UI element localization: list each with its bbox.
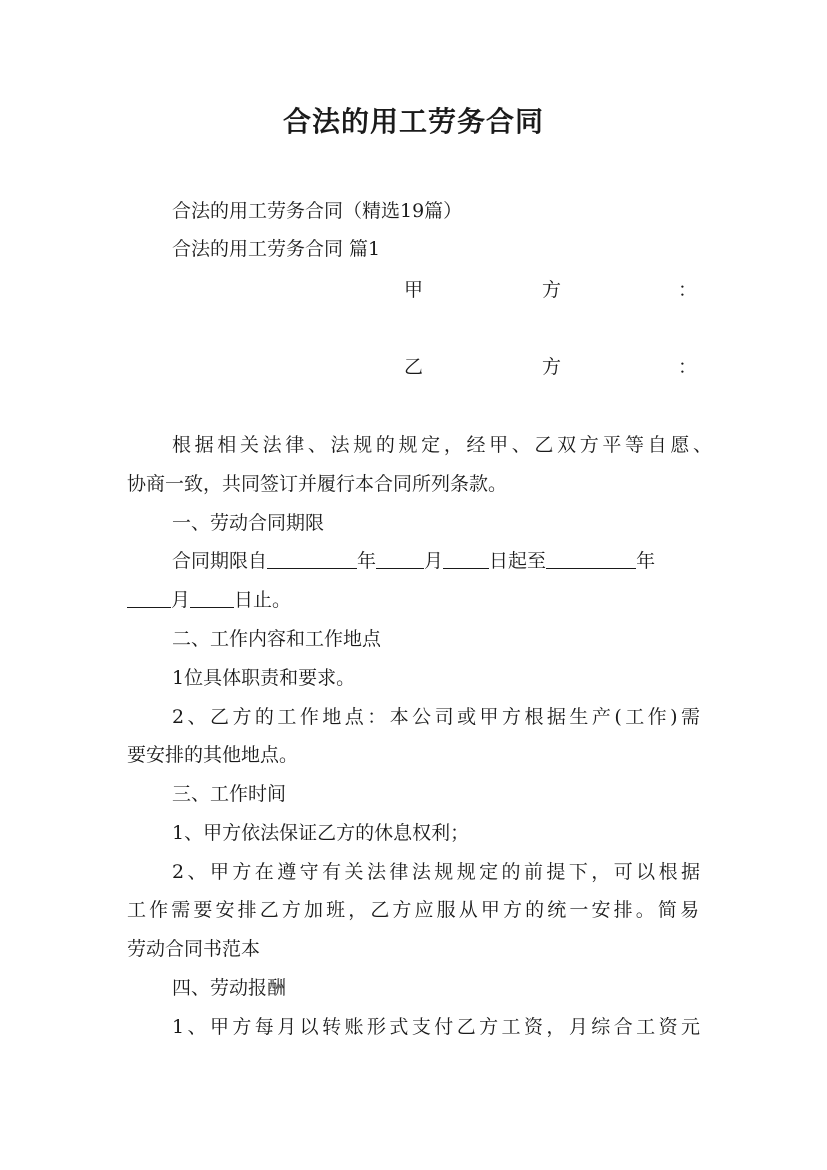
term-line1 (172, 548, 655, 574)
section1-heading: 一、劳动合同期限 (172, 512, 325, 534)
term-year: 年 (357, 550, 377, 572)
section-heading: 合法的用工劳务合同 篇1 (172, 238, 381, 260)
term-line2 (127, 587, 291, 613)
section2-item2-line2: 要安排的其他地点。 (127, 744, 299, 766)
term-blank-year[interactable] (267, 550, 357, 569)
term-month: 月 (424, 550, 444, 572)
document-subtitle: 合法的用工劳务合同（精选19篇） (172, 200, 463, 222)
section3-item2-line1: 2、甲方在遵守有关法律法规规定的前提下，可以根据 (172, 861, 700, 883)
section2-item2-line1: 2、乙方的工作地点：本公司或甲方根据生产(工作)需 (172, 706, 700, 728)
section4-item1: 1、甲方每月以转账形式支付乙方工资，月综合工资元 (172, 1016, 700, 1038)
term-blank-year2[interactable] (546, 550, 636, 569)
section2-heading: 二、工作内容和工作地点 (172, 628, 382, 650)
term-blank-month2[interactable] (127, 589, 171, 608)
party-a-colon: ： (678, 279, 698, 301)
party-a-label: 甲 (404, 279, 424, 301)
section2-item1: 1位具体职责和要求。 (172, 667, 356, 689)
document-title: 合法的用工劳务合同 (282, 105, 544, 138)
term-month2: 月 (171, 589, 191, 611)
term-blank-day[interactable] (443, 550, 489, 569)
section4-heading: 四、劳动报酬 (172, 977, 287, 999)
party-b-suffix: 方 (542, 356, 562, 378)
term-blank-day2[interactable] (190, 589, 234, 608)
term-prefix: 合同期限自 (172, 550, 268, 572)
section3-heading: 三、工作时间 (172, 783, 287, 805)
intro-paragraph-line1: 根据相关法律、法规的规定，经甲、乙双方平等自愿、 (172, 434, 712, 456)
party-a-suffix: 方 (542, 279, 562, 301)
intro-paragraph-line2: 协商一致，共同签订并履行本合同所列条款。 (127, 473, 508, 495)
term-blank-month[interactable] (376, 550, 424, 569)
section3-item2-line3: 劳动合同书范本 (127, 938, 261, 960)
section3-item2-line2: 工作需要安排乙方加班，乙方应服从甲方的统一安排。简易 (127, 899, 699, 921)
party-b-label: 乙 (404, 356, 424, 378)
term-day-end: 日止。 (234, 589, 292, 611)
term-year2: 年 (636, 550, 656, 572)
section3-item1: 1、甲方依法保证乙方的休息权利； (172, 822, 470, 844)
party-b-colon: ： (678, 356, 698, 378)
term-day-from: 日起至 (489, 550, 547, 572)
